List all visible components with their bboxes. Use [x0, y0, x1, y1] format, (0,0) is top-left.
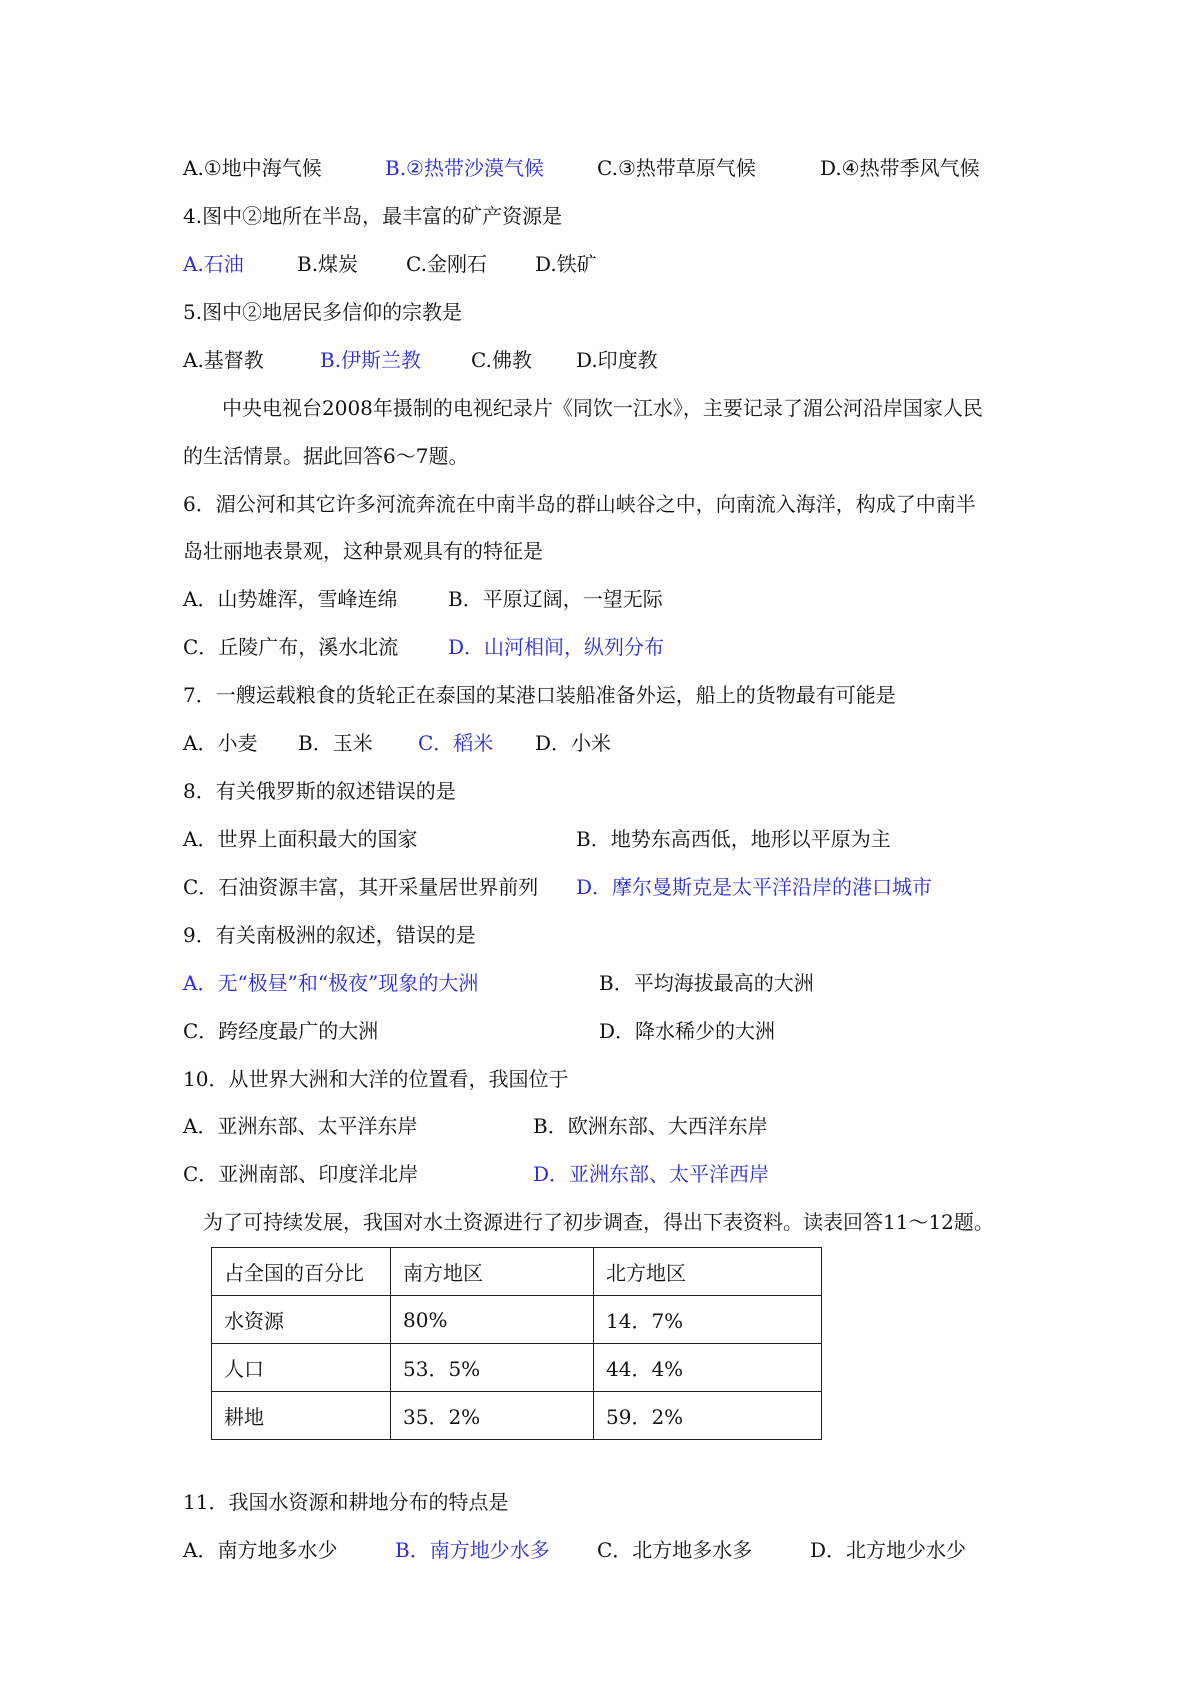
- q8-option-b: B．地势东高西低，地形以平原为主: [576, 827, 891, 851]
- passage-6-7-line1: 中央电视台2008年摄制的电视纪录片《同饮一江水》，主要记录了湄公河沿岸国家人民: [222, 396, 983, 420]
- q11-option-a: A．南方地多水少: [183, 1538, 338, 1562]
- q10-option-b: B．欧洲东部、大西洋东岸: [533, 1114, 768, 1138]
- q6-option-c: C．丘陵广布，溪水北流: [183, 635, 399, 659]
- q3-option-a: A.①地中海气候: [183, 156, 322, 180]
- table-cell: 53．5%: [391, 1344, 594, 1392]
- q4-option-d: D.铁矿: [535, 252, 597, 276]
- q5-stem: 5.图中②地居民多信仰的宗教是: [183, 300, 463, 324]
- table-cell: 耕地: [212, 1392, 391, 1440]
- q6-option-b: B．平原辽阔，一望无际: [448, 587, 663, 611]
- table-row: [212, 1392, 822, 1440]
- q5-option-a: A.基督教: [183, 348, 264, 372]
- table-cell: 水资源: [212, 1296, 391, 1344]
- table-header-cell: 南方地区: [391, 1248, 594, 1296]
- q9-stem: 9．有关南极洲的叙述，错误的是: [183, 923, 476, 947]
- table-cell: 14．7%: [594, 1296, 822, 1344]
- q5-option-c: C.佛教: [471, 348, 532, 372]
- q6-option-d-answer: D．山河相间，纵列分布: [448, 635, 665, 659]
- q5-option-d: D.印度教: [576, 348, 658, 372]
- q7-option-d: D．小米: [535, 731, 612, 755]
- q11-option-d: D．北方地少水少: [810, 1538, 967, 1562]
- q11-option-c: C．北方地多水多: [597, 1538, 753, 1562]
- q10-option-c: C．亚洲南部、印度洋北岸: [183, 1162, 419, 1186]
- q9-option-d: D．降水稀少的大洲: [599, 1019, 776, 1043]
- q10-option-a: A．亚洲东部、太平洋东岸: [183, 1114, 418, 1138]
- q3-option-b-answer: B.②热带沙漠气候: [385, 156, 544, 180]
- q5-option-b-answer: B.伊斯兰教: [320, 348, 422, 372]
- table-header-cell: 占全国的百分比: [212, 1248, 391, 1296]
- water-land-resource-table: [211, 1247, 822, 1440]
- table-cell: 35．2%: [391, 1392, 594, 1440]
- q7-option-a: A．小麦: [183, 731, 258, 755]
- table-header-cell: 北方地区: [594, 1248, 822, 1296]
- table-row: [212, 1344, 822, 1392]
- q6-stem-line1: 6．湄公河和其它许多河流奔流在中南半岛的群山峡谷之中，向南流入海洋，构成了中南半: [183, 492, 976, 516]
- q10-stem: 10．从世界大洲和大洋的位置看，我国位于: [183, 1067, 569, 1091]
- q6-option-a: A．山势雄浑，雪峰连绵: [183, 587, 398, 611]
- q8-option-a: A．世界上面积最大的国家: [183, 827, 418, 851]
- passage-6-7-line2: 的生活情景。据此回答6～7题。: [183, 444, 469, 468]
- passage-11-12: 为了可持续发展，我国对水土资源进行了初步调查，得出下表资料。读表回答11～12题。: [203, 1210, 994, 1234]
- q4-option-c: C.金刚石: [406, 252, 487, 276]
- q10-option-d-answer: D．亚洲东部、太平洋西岸: [533, 1162, 770, 1186]
- q11-option-b-answer: B．南方地少水多: [395, 1538, 550, 1562]
- table-row: [212, 1296, 822, 1344]
- table-header-row: [212, 1248, 822, 1296]
- table-cell: 59．2%: [594, 1392, 822, 1440]
- q7-stem: 7．一艘运载粮食的货轮正在泰国的某港口装船准备外运，船上的货物最有可能是: [183, 683, 896, 707]
- q4-option-a-answer: A.石油: [183, 252, 244, 276]
- q7-option-c-answer: C．稻米: [418, 731, 494, 755]
- q6-stem-line2: 岛壮丽地表景观，这种景观具有的特征是: [183, 539, 543, 563]
- table-cell: 44．4%: [594, 1344, 822, 1392]
- q9-option-a-answer: A．无“极昼”和“极夜”现象的大洲: [183, 971, 479, 995]
- q9-option-c: C．跨经度最广的大洲: [183, 1019, 379, 1043]
- q7-option-b: B．玉米: [298, 731, 373, 755]
- q11-stem: 11．我国水资源和耕地分布的特点是: [183, 1490, 509, 1514]
- q3-option-c: C.③热带草原气候: [597, 156, 756, 180]
- q3-option-d: D.④热带季风气候: [820, 156, 980, 180]
- q8-option-d-answer: D．摩尔曼斯克是太平洋沿岸的港口城市: [576, 875, 933, 899]
- q4-option-b: B.煤炭: [297, 252, 359, 276]
- q9-option-b: B．平均海拔最高的大洲: [599, 971, 814, 995]
- q8-option-c: C．石油资源丰富，其开采量居世界前列: [183, 875, 539, 899]
- q8-stem: 8．有关俄罗斯的叙述错误的是: [183, 779, 456, 803]
- q4-stem: 4.图中②地所在半岛，最丰富的矿产资源是: [183, 204, 563, 228]
- table-cell: 80%: [391, 1296, 594, 1344]
- table-cell: 人口: [212, 1344, 391, 1392]
